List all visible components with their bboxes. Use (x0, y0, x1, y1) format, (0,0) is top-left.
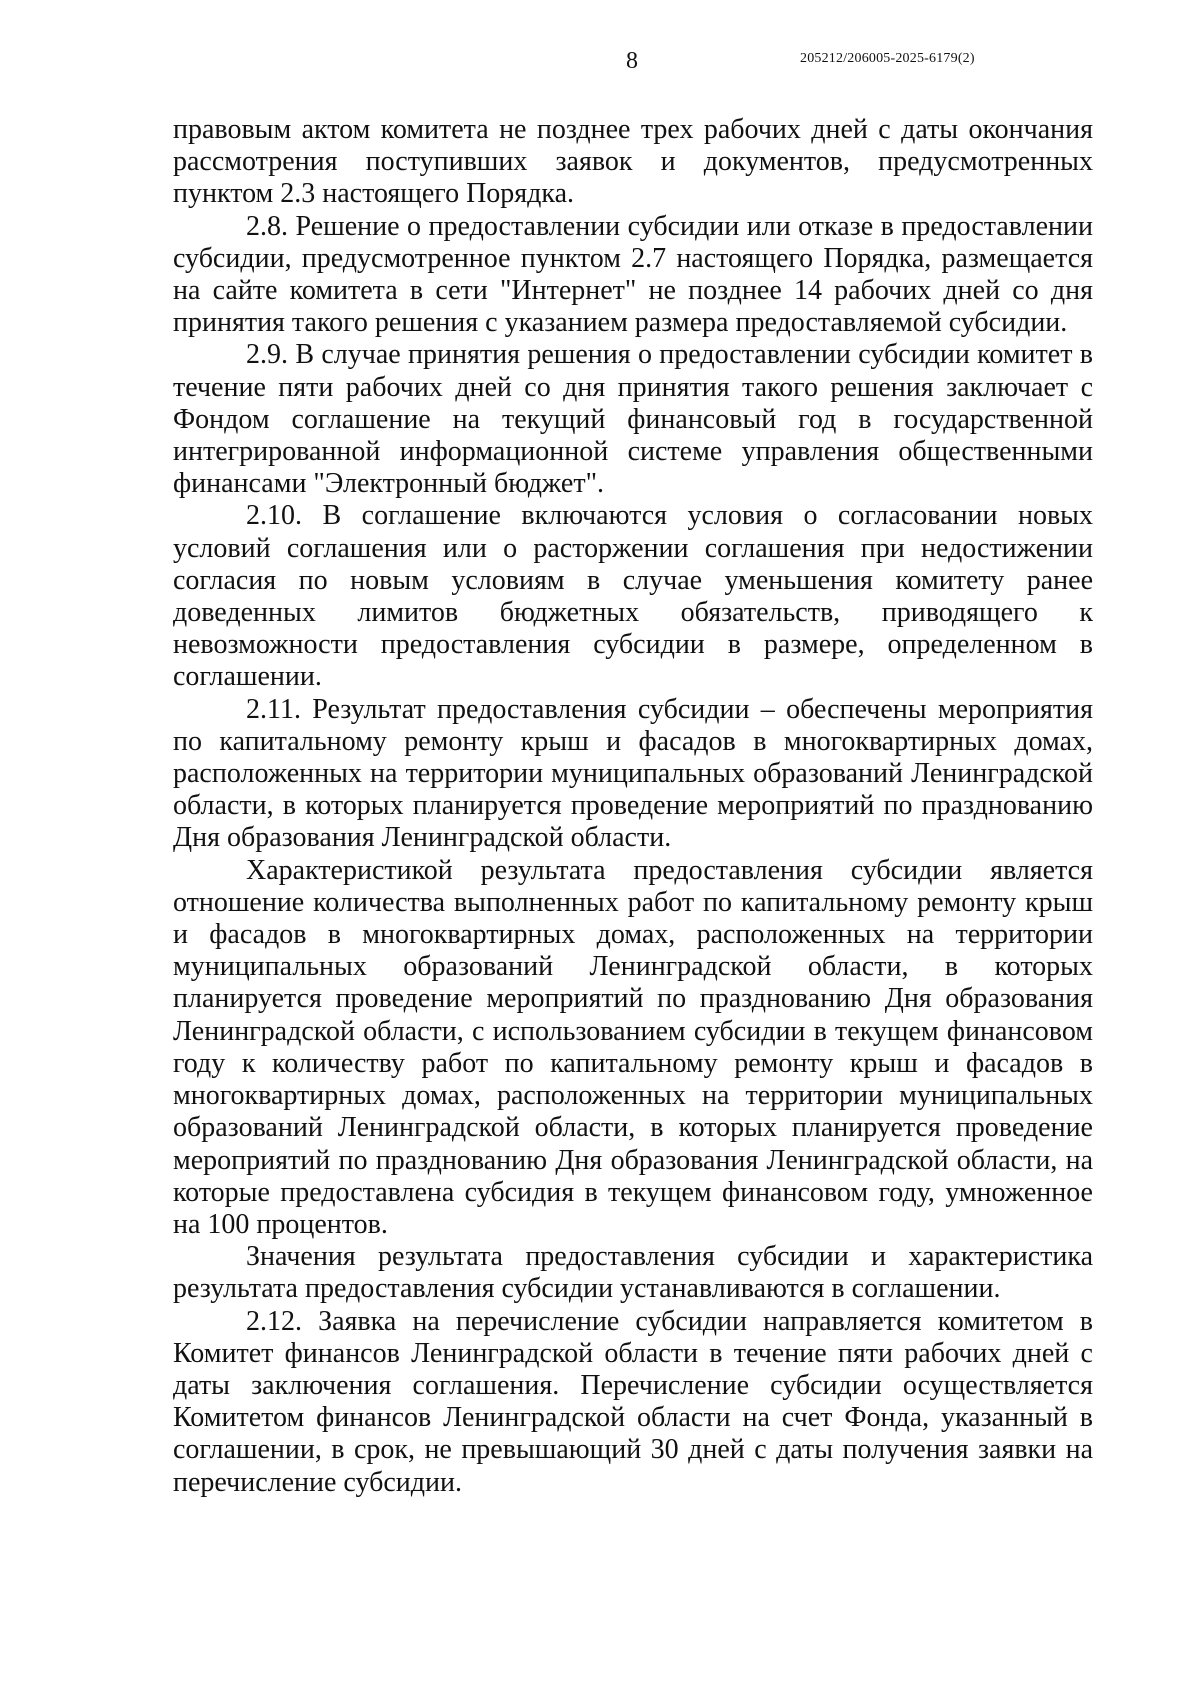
document-id: 205212/206005-2025-6179(2) (800, 51, 975, 66)
paragraph-clause-2-10: 2.10. В соглашение включаются условия о согласовании новых условий соглашения или о расторжении соглашения при недостижении согласия по новым условиям в случае уменьшения комитету ранее доведенных лимитов бюджетных обязательств, приводящего к невозможности предоставления субсидии в размере, определенном в соглашении. (173, 500, 1093, 693)
page-number: 8 (626, 48, 638, 74)
paragraph-characteristic: Характеристикой результата предоставления субсидии является отношение количества выполненных работ по капитальному ремонту крыш и фасадов в многоквартирных домах, расположенных на территории муниципальных образований Ленинградской области, в которых планируется проведение мероприятий по празднованию Дня образования Ленинградской области, с использованием субсидии в текущем финансовом году к количеству работ по капитальному ремонту крыш и фасадов в многоквартирных домах, расположенных на территории муниципальных образований Ленинградской области, в которых планируется проведение мероприятий по празднованию Дня образования Ленинградской области, на которые предоставлена субсидия в текущем финансовом году, умноженное на 100 процентов. (173, 854, 1093, 1240)
paragraph-clause-2-11: 2.11. Результат предоставления субсидии – обеспечены мероприятия по капитальному ремонту крыш и фасадов в многоквартирных домах, расположенных на территории муниципальных образований Ленинградской области, в которых планируется проведение мероприятий по празднованию Дня образования Ленинградской области. (173, 693, 1093, 854)
paragraph-continuation: правовым актом комитета не позднее трех рабочих дней с даты окончания рассмотрения поступивших заявок и документов, предусмотренных пунктом 2.3 настоящего Порядка. (173, 114, 1093, 210)
paragraph-clause-2-12: 2.12. Заявка на перечисление субсидии направляется комитетом в Комитет финансов Ленинградской области в течение пяти рабочих дней с даты заключения соглашения. Перечисление субсидии осуществляется Комитетом финансов Ленинградской области на счет Фонда, указанный в соглашении, в срок, не превышающий 30 дней с даты получения заявки на перечисление субсидии. (173, 1305, 1093, 1498)
paragraph-values: Значения результата предоставления субсидии и характеристика результата предоставления субсидии устанавливаются в соглашении. (173, 1241, 1093, 1305)
document-body (173, 114, 1093, 1499)
paragraph-clause-2-9: 2.9. В случае принятия решения о предоставлении субсидии комитет в течение пяти рабочих дней со дня принятия такого решения заключает с Фондом соглашение на текущий финансовый год в государственной интегрированной информационной системе управления общественными финансами "Электронный бюджет". (173, 339, 1093, 500)
paragraph-clause-2-8: 2.8. Решение о предоставлении субсидии или отказе в предоставлении субсидии, предусмотренное пунктом 2.7 настоящего Порядка, размещается на сайте комитета в сети "Интернет" не позднее 14 рабочих дней со дня принятия такого решения с указанием размера предоставляемой субсидии. (173, 210, 1093, 339)
